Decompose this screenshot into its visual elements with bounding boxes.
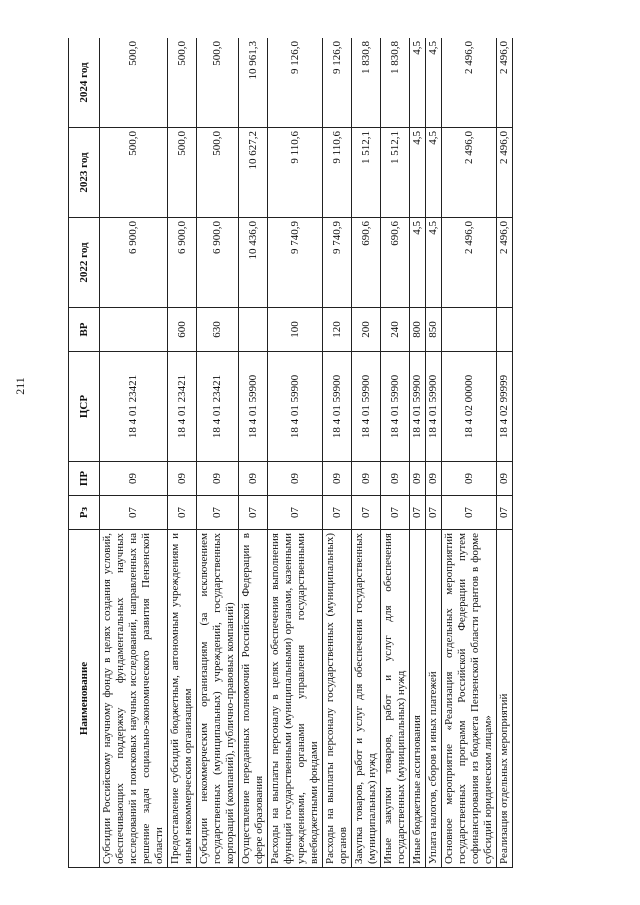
row-2024-cell: 9 126,0: [268, 38, 323, 128]
row-name-cell: Расходы на выплаты персоналу государственных (муниципальных) органов: [323, 530, 352, 868]
row-rz-cell: 07: [239, 496, 268, 530]
row-2024-cell: 500,0: [168, 38, 197, 128]
row-2024-cell: 500,0: [100, 38, 168, 128]
row-name-cell: Закупка товаров, работ и услуг для обеспечения государственных (муниципальных) нужд: [352, 530, 381, 868]
row-csr-cell: 18 4 01 59900: [352, 352, 381, 462]
header-rz: Рз: [69, 496, 100, 530]
header-csr: ЦСР: [69, 352, 100, 462]
row-2023-cell: 1 512,1: [352, 128, 381, 218]
row-rz-cell: 07: [268, 496, 323, 530]
row-name-cell: Основное мероприятие «Реализация отдельных мероприятий государственных программ Российской Федерации путем софинансирования из бюджета Пензенской области грантов в форме субсидий юридическим лицам»: [442, 530, 497, 868]
row-2024-cell: 4,5: [426, 38, 442, 128]
row-2023-cell: 4,5: [426, 128, 442, 218]
row-2022-cell: 4,5: [426, 218, 442, 308]
row-vr-cell: 850: [426, 308, 442, 352]
row-vr-cell: 100: [268, 308, 323, 352]
row-2024-cell: 1 830,8: [381, 38, 410, 128]
table-row: [268, 38, 323, 868]
row-2024-cell: 2 496,0: [442, 38, 497, 128]
row-pr-cell: 09: [352, 462, 381, 496]
row-csr-cell: 18 4 02 99999: [497, 352, 513, 462]
row-pr-cell: 09: [442, 462, 497, 496]
row-name-cell: Уплата налогов, сборов и иных платежей: [426, 530, 442, 868]
row-name-cell: Иные закупки товаров, работ и услуг для обеспечения государственных (муниципальных) нужд: [381, 530, 410, 868]
header-2023: 2023 год: [69, 128, 100, 218]
rotated-page: [68, 38, 608, 868]
row-pr-cell: 09: [323, 462, 352, 496]
row-2022-cell: 9 740,9: [323, 218, 352, 308]
row-csr-cell: 18 4 01 23421: [197, 352, 239, 462]
row-csr-cell: 18 4 01 59900: [239, 352, 268, 462]
row-rz-cell: 07: [410, 496, 426, 530]
table-row: [323, 38, 352, 868]
row-rz-cell: 07: [426, 496, 442, 530]
row-csr-cell: 18 4 02 00000: [442, 352, 497, 462]
row-pr-cell: 09: [168, 462, 197, 496]
row-csr-cell: 18 4 01 23421: [100, 352, 168, 462]
header-2022: 2022 год: [69, 218, 100, 308]
row-2024-cell: 4,5: [410, 38, 426, 128]
row-name-cell: Иные бюджетные ассигнования: [410, 530, 426, 868]
table-body: [100, 38, 513, 868]
row-2022-cell: 2 496,0: [442, 218, 497, 308]
row-2023-cell: 500,0: [100, 128, 168, 218]
row-2022-cell: 9 740,9: [268, 218, 323, 308]
row-rz-cell: 07: [497, 496, 513, 530]
row-vr-cell: 120: [323, 308, 352, 352]
row-2024-cell: 9 126,0: [323, 38, 352, 128]
row-vr-cell: 200: [352, 308, 381, 352]
row-2022-cell: 2 496,0: [497, 218, 513, 308]
row-rz-cell: 07: [168, 496, 197, 530]
header-vr: ВР: [69, 308, 100, 352]
table-row: [197, 38, 239, 868]
row-pr-cell: 09: [197, 462, 239, 496]
row-pr-cell: 09: [497, 462, 513, 496]
row-rz-cell: 07: [442, 496, 497, 530]
row-pr-cell: 09: [239, 462, 268, 496]
table-row: [168, 38, 197, 868]
row-2022-cell: 6 900,0: [197, 218, 239, 308]
row-csr-cell: 18 4 01 23421: [168, 352, 197, 462]
row-vr-cell: 600: [168, 308, 197, 352]
row-name-cell: Предоставление субсидий бюджетным, автономным учреждениям и иным некоммерческим организациям: [168, 530, 197, 868]
row-rz-cell: 07: [323, 496, 352, 530]
table-row: [426, 38, 442, 868]
header-2024: 2024 год: [69, 38, 100, 128]
row-vr-cell: [497, 308, 513, 352]
row-name-cell: Субсидии Российскому научному фонду в целях создания условий, обеспечивающих поддержку фундаментальных научных исследований и поисковых научных исследований, направленных на решение задач социально-экономического развития Пензенской области: [100, 530, 168, 868]
row-vr-cell: 800: [410, 308, 426, 352]
row-pr-cell: 09: [100, 462, 168, 496]
table-row: [410, 38, 426, 868]
row-2024-cell: 2 496,0: [497, 38, 513, 128]
row-2024-cell: 500,0: [197, 38, 239, 128]
row-csr-cell: 18 4 01 59900: [410, 352, 426, 462]
table-header-row: [69, 38, 100, 868]
row-pr-cell: 09: [410, 462, 426, 496]
row-rz-cell: 07: [352, 496, 381, 530]
row-2024-cell: 10 961,3: [239, 38, 268, 128]
row-2023-cell: 9 110,6: [323, 128, 352, 218]
row-2022-cell: 6 900,0: [168, 218, 197, 308]
row-vr-cell: [239, 308, 268, 352]
row-vr-cell: 630: [197, 308, 239, 352]
row-2023-cell: 2 496,0: [497, 128, 513, 218]
row-pr-cell: 09: [268, 462, 323, 496]
row-2023-cell: 10 627,2: [239, 128, 268, 218]
row-2023-cell: 4,5: [410, 128, 426, 218]
row-2022-cell: 690,6: [352, 218, 381, 308]
table-row: [100, 38, 168, 868]
row-2023-cell: 9 110,6: [268, 128, 323, 218]
row-csr-cell: 18 4 01 59900: [426, 352, 442, 462]
row-vr-cell: [100, 308, 168, 352]
row-vr-cell: 240: [381, 308, 410, 352]
row-csr-cell: 18 4 01 59900: [268, 352, 323, 462]
row-rz-cell: 07: [197, 496, 239, 530]
row-2022-cell: 4,5: [410, 218, 426, 308]
header-pr: ПР: [69, 462, 100, 496]
budget-table: [68, 38, 513, 868]
row-rz-cell: 07: [381, 496, 410, 530]
row-2022-cell: 10 436,0: [239, 218, 268, 308]
header-name: Наименование: [69, 530, 100, 868]
row-vr-cell: [442, 308, 497, 352]
row-2023-cell: 1 512,1: [381, 128, 410, 218]
row-name-cell: Осуществление переданных полномочий Российской Федерации в сфере образования: [239, 530, 268, 868]
table-row: [239, 38, 268, 868]
row-csr-cell: 18 4 01 59900: [381, 352, 410, 462]
table-row: [442, 38, 497, 868]
table-row: [352, 38, 381, 868]
row-name-cell: Реализация отдельных мероприятий: [497, 530, 513, 868]
table-row: [381, 38, 410, 868]
table-row: [497, 38, 513, 868]
page-number: 211: [13, 377, 27, 395]
row-2022-cell: 690,6: [381, 218, 410, 308]
row-2023-cell: 500,0: [168, 128, 197, 218]
rotated-content: [68, 38, 608, 868]
row-2023-cell: 2 496,0: [442, 128, 497, 218]
row-name-cell: Расходы на выплаты персоналу в целях обеспечения выполнения функций государственными (муниципальными) органами, казенными учреждениями, органами управления государственными внебюджетными фондами: [268, 530, 323, 868]
row-pr-cell: 09: [426, 462, 442, 496]
row-rz-cell: 07: [100, 496, 168, 530]
row-2022-cell: 6 900,0: [100, 218, 168, 308]
row-name-cell: Субсидии некоммерческим организациям (за исключением государственных (муниципальных) учреждений, государственных корпораций (компаний), публично-правовых компаний): [197, 530, 239, 868]
row-2024-cell: 1 830,8: [352, 38, 381, 128]
row-csr-cell: 18 4 01 59900: [323, 352, 352, 462]
row-pr-cell: 09: [381, 462, 410, 496]
row-2023-cell: 500,0: [197, 128, 239, 218]
